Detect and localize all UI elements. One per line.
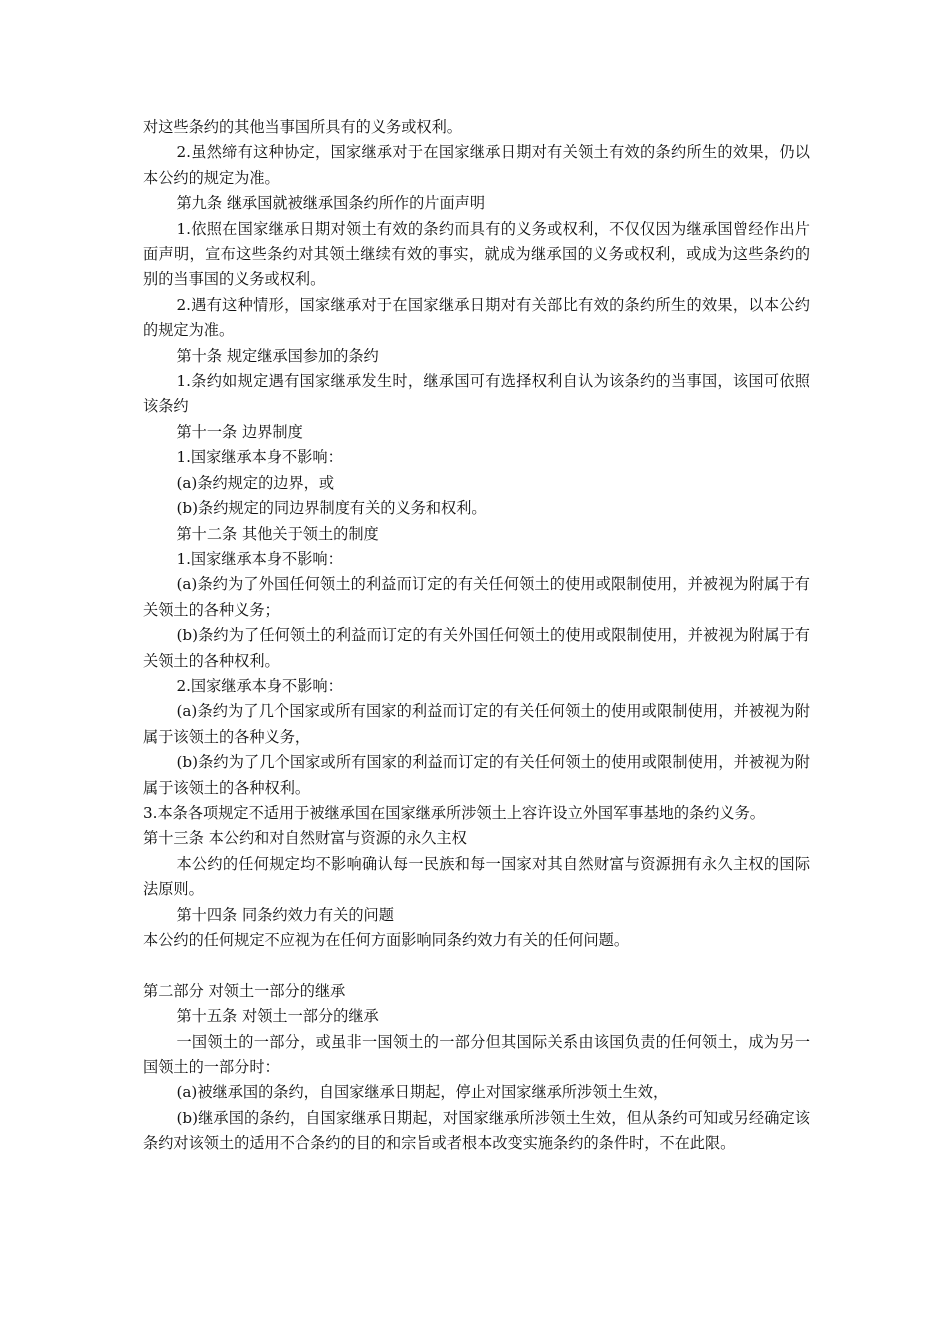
body-text — [143, 115, 810, 1157]
paragraph: 第十二条 其他关于领土的制度 — [176, 524, 379, 543]
paragraph: 2.遇有这种情形，国家继承对于在国家继承日期对有关部比有效的条约所生的效果，以本公约的规定为准。 — [143, 295, 810, 340]
paragraph: 2.国家继承本身不影响： — [176, 676, 343, 695]
paragraph: (a)条约规定的边界，或 — [176, 473, 335, 492]
paragraph: (b)条约为了任何领土的利益而订定的有关外国任何领土的使用或限制使用，并被视为附属于有关领土的各种权利。 — [143, 626, 810, 670]
paragraph: (a)被继承国的条约，自国家继承日期起，停止对国家继承所涉领土生效， — [176, 1083, 669, 1102]
paragraph: 1.国家继承本身不影响： — [176, 448, 343, 467]
paragraph: (a)条约为了外国任何领土的利益而订定的有关任何领土的使用或限制使用，并被视为附属于有关领土的各种义务； — [143, 575, 810, 619]
paragraph: 第十四条 同条约效力有关的问题 — [176, 905, 394, 924]
paragraph: 1.国家继承本身不影响： — [176, 549, 343, 568]
paragraph: (a)条约为了几个国家或所有国家的利益而订定的有关任何领土的使用或限制使用，并被视为附属于该领土的各种义务， — [143, 702, 810, 746]
paragraph: 1.依照在国家继承日期对领土有效的条约而具有的义务或权利，不仅仅因为继承国曾经作出片面声明，宣布这些条约对其领土继续有效的事实，就成为继承国的义务或权利，或成为这些条约的别的当事国的义务或权利。 — [143, 219, 810, 289]
paragraph: 第二部分 对领土一部分的继承 — [143, 981, 346, 1000]
paragraph: 对这些条约的其他当事国所具有的义务或权利。 — [143, 118, 462, 136]
paragraph: 2.虽然缔有这种协定，国家继承对于在国家继承日期对有关领土有效的条约所生的效果，仍以本公约的规定为准。 — [143, 143, 810, 187]
paragraph: 第十条 规定继承国参加的条约 — [176, 346, 379, 365]
paragraph: 第九条 继承国就被继承国条约所作的片面声明 — [176, 194, 486, 213]
paragraph: 本公约的任何规定均不影响确认每一民族和每一国家对其自然财富与资源拥有永久主权的国际法原则。 — [143, 854, 810, 899]
paragraph: (b)条约为了几个国家或所有国家的利益而订定的有关任何领土的使用或限制使用，并被视为附属于该领土的各种权利。 — [143, 753, 810, 797]
paragraph: 第十三条 本公约和对自然财富与资源的永久主权 — [143, 829, 467, 848]
paragraph: 第十五条 对领土一部分的继承 — [176, 1007, 379, 1026]
paragraph: 本公约的任何规定不应视为在任何方面影响同条约效力有关的任何问题。 — [143, 931, 629, 949]
paragraph: 一国领土的一部分，或虽非一国领土的一部分但其国际关系由该国负责的任何领土，成为另一国领土的一部分时： — [143, 1032, 810, 1077]
paragraph: (b)条约规定的同边界制度有关的义务和权利。 — [176, 499, 487, 518]
paragraph: 1.条约如规定遇有国家继承发生时，继承国可有选择权利自认为该条约的当事国，该国可依照该条约 — [143, 372, 810, 416]
paragraph: 第十一条 边界制度 — [176, 422, 303, 441]
paragraph: (b)继承国的条约，自国家继承日期起，对国家继承所涉领土生效，但从条约可知或另经确定该条约对该领土的适用不合条约的目的和宗旨或者根本改变实施条约的条件时，不在此限。 — [143, 1108, 810, 1153]
paragraph: 3.本条各项规定不适用于被继承国在国家继承所涉领土上容许设立外国军事基地的条约义务。 — [143, 803, 765, 822]
blank-line — [143, 953, 810, 978]
